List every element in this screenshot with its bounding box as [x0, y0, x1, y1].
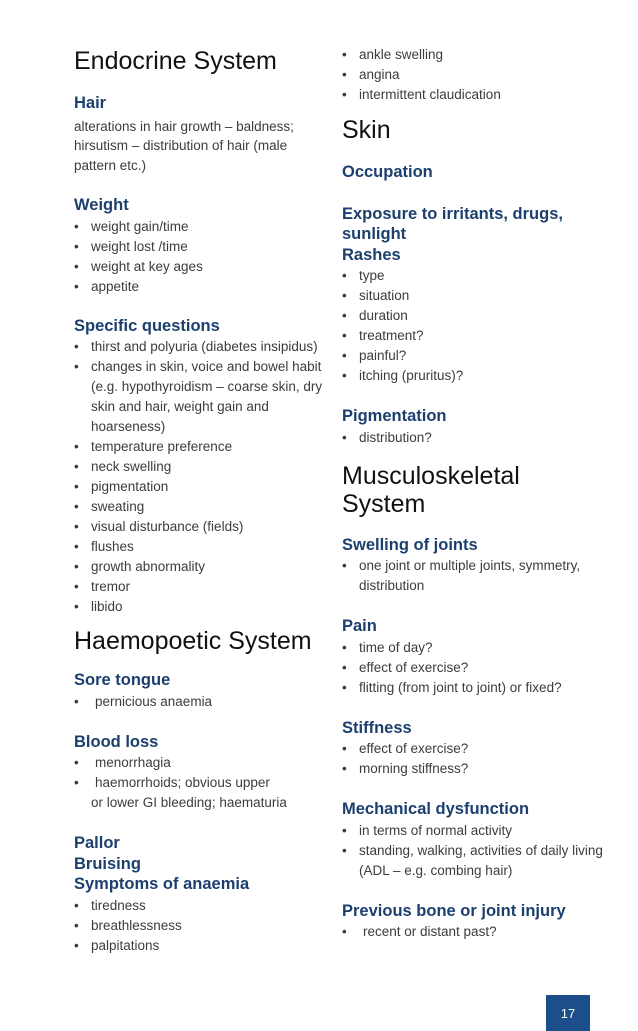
previous-injury-heading: Previous bone or joint injury: [342, 901, 566, 920]
right-column: [342, 0, 604, 942]
blood-loss-continuation: or lower GI bleeding; haematuria: [91, 795, 287, 810]
list-item: • changes in skin, voice and bowel habit (e.g. hypothyroidism – coarse skin, dry skin and hair, weight gain and hoarseness): [74, 357, 326, 437]
rashes-list: [342, 266, 604, 386]
specific-questions-list: [74, 337, 326, 617]
list-item: • in terms of normal activity: [342, 821, 604, 841]
list-item: • haemorrhoids; obvious upper: [74, 773, 326, 793]
list-item: • libido: [74, 597, 326, 617]
list-item: • painful?: [342, 346, 604, 366]
hair-heading: Hair: [74, 94, 107, 112]
skin-title: Skin: [342, 116, 391, 144]
sore-tongue-list: [74, 692, 326, 712]
list-item: • recent or distant past?: [342, 922, 604, 942]
injury-list: [342, 922, 604, 942]
list-item: • palpitations: [74, 936, 326, 956]
mechanical-dysfunction-heading: Mechanical dysfunction: [342, 800, 530, 818]
list-item: • flushes: [74, 537, 326, 557]
list-item: • weight lost /time: [74, 237, 326, 257]
symptoms-of-anaemia-heading: Symptoms of anaemia: [74, 875, 250, 893]
list-item: • effect of exercise?: [342, 739, 604, 759]
pigmentation-heading: Pigmentation: [342, 407, 447, 425]
list-item: • duration: [342, 306, 604, 326]
rashes-heading: Rashes: [342, 245, 401, 264]
swelling-of-joints-heading: Swelling of joints: [342, 535, 478, 554]
list-item: • type: [342, 266, 604, 286]
list-item: • morning stiffness?: [342, 759, 604, 779]
pain-list: [342, 638, 604, 698]
list-item: • thirst and polyuria (diabetes insipidus): [74, 337, 326, 357]
list-item: • sweating: [74, 497, 326, 517]
list-item: • weight at key ages: [74, 257, 326, 277]
list-item: • time of day?: [342, 638, 604, 658]
endocrine-system-title: Endocrine System: [74, 47, 277, 75]
page-number: 17: [546, 995, 590, 1031]
left-column: [74, 0, 326, 956]
occupation-heading: Occupation: [342, 163, 433, 181]
list-item: • growth abnormality: [74, 557, 326, 577]
list-item: • appetite: [74, 277, 326, 297]
list-item: • tiredness: [74, 896, 326, 916]
pigmentation-list: [342, 428, 604, 448]
swelling-list: [342, 556, 604, 596]
haemopoetic-system-title: Haemopoetic System: [74, 627, 312, 655]
continued-list: [342, 45, 604, 105]
list-item: • effect of exercise?: [342, 658, 604, 678]
list-item: • intermittent claudication: [342, 85, 604, 105]
mechanical-list: [342, 821, 604, 881]
list-item: • ankle swelling: [342, 45, 604, 65]
stiffness-list: [342, 739, 604, 779]
list-item: • angina: [342, 65, 604, 85]
list-item: • standing, walking, activities of daily living (ADL – e.g. combing hair): [342, 841, 604, 881]
list-item: • itching (pruritus)?: [342, 366, 604, 386]
pain-heading: Pain: [342, 617, 377, 635]
list-item: • situation: [342, 286, 604, 306]
list-item: • distribution?: [342, 428, 604, 448]
list-item: • menorrhagia: [74, 753, 326, 773]
musculoskeletal-system-title: Musculoskeletal System: [342, 461, 520, 518]
pallor-heading: Pallor: [74, 834, 120, 852]
list-item: • tremor: [74, 577, 326, 597]
list-item: • one joint or multiple joints, symmetry, distribution: [342, 556, 604, 596]
list-item: • treatment?: [342, 326, 604, 346]
weight-list: [74, 217, 326, 297]
exposure-heading: Exposure to irritants, drugs, sunlight: [342, 204, 563, 243]
blood-loss-list: [74, 753, 326, 793]
list-item: • weight gain/time: [74, 217, 326, 237]
sore-tongue-heading: Sore tongue: [74, 671, 171, 689]
blood-loss-heading: Blood loss: [74, 732, 159, 751]
list-item: • visual disturbance (fields): [74, 517, 326, 537]
list-item: • temperature preference: [74, 437, 326, 457]
list-item: • neck swelling: [74, 457, 326, 477]
bruising-heading: Bruising: [74, 854, 141, 873]
list-item: • pigmentation: [74, 477, 326, 497]
weight-heading: Weight: [74, 196, 129, 214]
anaemia-list: [74, 896, 326, 956]
stiffness-heading: Stiffness: [342, 718, 412, 737]
specific-questions-heading: Specific questions: [74, 316, 220, 335]
list-item: • flitting (from joint to joint) or fixed?: [342, 678, 604, 698]
hair-text: alterations in hair growth – baldness; hirsutism – distribution of hair (male pattern etc.): [74, 118, 294, 173]
list-item: • breathlessness: [74, 916, 326, 936]
list-item: • pernicious anaemia: [74, 692, 326, 712]
